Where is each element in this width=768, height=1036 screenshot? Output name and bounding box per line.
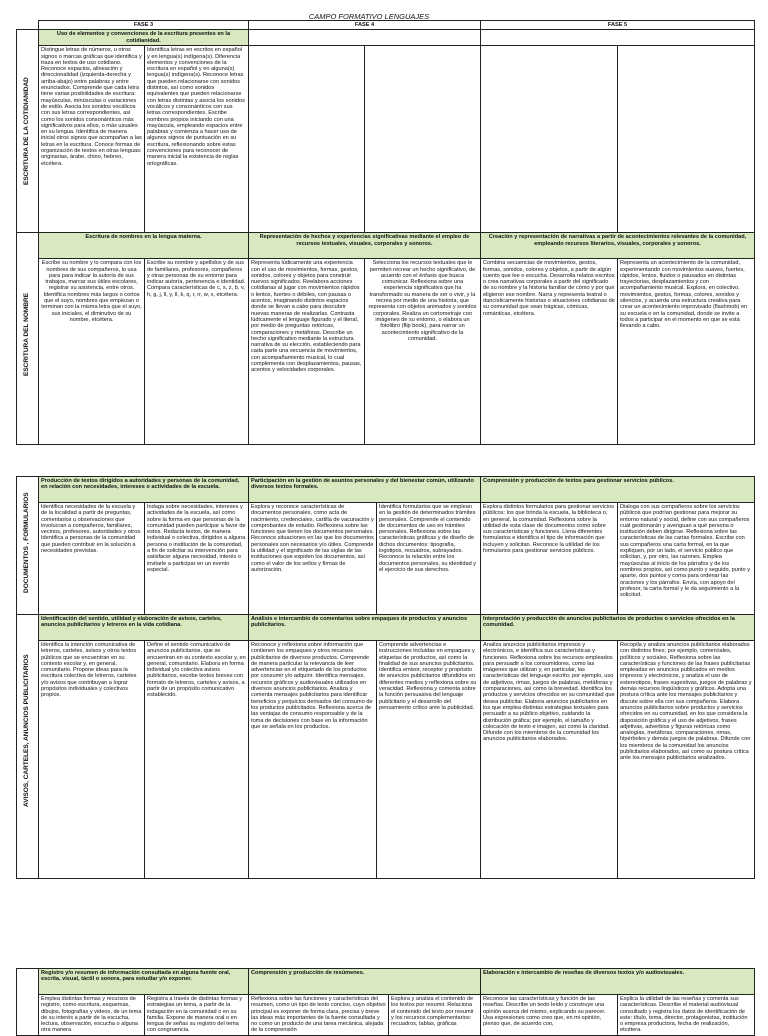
cell-doc-f5-b: Dialoga con sus compañeros sobre los servicios públicos que podrían gestionar para mejorar su entorno natural y social, define con sus compañeros cuál gestionarán y averiguan a qué persona o institución deben dirigirse. Reflexiona sobre las características de las cartas formales. Escribe con sus compañeros una carta formal, en la que expliquen, por un lado, el servicio público que solicitan, y, por otro, las razones. Emplea mayúsculas al inicio de los párrafos y de los nombres propios, así como punto y seguido, punto y aparte, dos puntos y coma para ordenar las oraciones y los párrafos. Envía, con apoyo del profesor, la carta formal y le da seguimiento a la solicitud. [618,503,755,615]
cell-doc-f3-a: Identifica necesidades de la escuela y de la localidad a partir de preguntas, comentarios u observaciones que involucran a compañeros, familiares, vecinos, profesores, autoridades y otros. Identifica a personas de la comunidad que pueden contribuir en la solución a necesidades previstas. [39,503,145,615]
row-head-empaques: Análisis e intercambio de comentarios sobre empaques de productos y anuncios publicitarios. [249,615,481,641]
cell-avisos-f4-a: Reconoce y reflexiona sobre información que contienen los empaques y otros recursos publicitarios de diversos productos. Comprende de manera particular la relevancia de leer advertencias en el etiquetado de los productos por consumir y/o adquirir. Identifica mensajes, recursos gráficos y audiovisuales utilizados en diversos anuncios publicitarios. Analiza y comenta mensajes publicitarios para identificar beneficios y perjuicios derivados del consumo de los productos publicitados. Reflexiona acerca de las ventajas de consumo responsable y de la toma de decisiones con base en la información que se señala en los productos. [249,641,377,879]
cell-reg-f4-a: Reflexiona sobre las funciones y características del resumen, como un tipo de texto conciso, cuyo objetivo principal es exponer de forma clara, precisa y breve las ideas más importantes de la fuente consultada y no como un producto de una tarea mecánica, alejada de la comprensión [249,995,389,1036]
cell-f3-a: Distingue letras de números, u otros signos o marcas gráficas que identifica y traza en textos de uso cotidiano. Reconoce espacios, alineación y direccionalidad (izquierda-derecha y arriba-abajo) entre palabras y entre enunciados. Comprende que cada letra tiene varias posibilidades de escritura: mayúsculas, minúsculas o variaciones de estilo. Asocia los sonidos vocálicos con sus letras correspondientes, así como los sonidos consonánticos más significativos para ellos, o más usuales en su lengua. Identifica de manera inicial otros signos que acompañan a las letras en la escritura. Conoce formas de organización de textos en otras lenguas: originarias, árabe, chino, hebreo, etcétera. [39,46,145,233]
cell-avisos-f5-b: Recopila y analiza anuncios publicitarios elaborados con distintos fines; por ejemplo, comerciales, políticos y sociales. Reflexiona sobre las características y funciones de las frases publicitarias empleadas en anuncios publicados en medios impresos y electrónicos, y analiza el uso de estereotipos, frases sugestivas, juegos de palabras y demás recursos lingüísticos y gráficos. Adopta una postura crítica ante los mensajes publicitarios y discute sobre ella con sus compañeros. Elabora anuncios publicitarios sobre productos y servicios ofrecidos en su comunidad, en los que considera la disposición gráfica y el uso de adjetivos, frases adjetivas, adverbios y figuras retóricas como analogías, metáforas, comparaciones, rimas, hipérboles y demás juegos de palabras. Difunde con los miembros de la comunidad los anuncios publicitarios elaborados, así como su postura crítica ante los mensajes publicitarios analizados. [618,641,755,879]
table-escritura [16,20,755,445]
page-title: CAMPO FORMATIVO LENGUAJES [308,12,430,21]
cell-nombre-f4-a: Representa lúdicamente una experiencia con el uso de movimientos, formas, gestos, sonidos, colores y objetos para construir nuevos significados. Reelabora acciones cotidianas al jugar con movimientos rápidos o lentos, fuertes o débiles, con pausas o acentos, imaginando distintos espacios donde se llevan a cabo para descubrir nuevas maneras de realizarlas. Contrasta lúdicamente el lenguaje figurado y el literal, por medio de preguntas retóricas, comparaciones y metáforas. Describe un hecho significativo mediante la estructura narrativa de su elección, estableciendo para cada parte una secuencia de movimientos, con acompañamiento musical, lo cual complementa con desplazamientos, pausas, acentos y velocidades corporales. [249,259,365,445]
cell-avisos-f5-a: Analiza anuncios publicitarios impresos y electrónicos, e identifica sus características y funciones. Reflexiona sobre los recursos empleados para persuadir a los consumidores, como las imágenes que utilizan y, en particular, las características del lenguaje escrito; por ejemplo, uso de adjetivos, rimas, juegos de palabras, metáforas y comparaciones, así como la brevedad. Identifica los productos y servicios ofrecidos en su comunidad que desea publicitar. Elabora anuncios publicitarios en los que emplea distintas estrategias textuales para persuadir a su público objetivo, cuidando la distribución gráfica; por ejemplo, el tamaño y colocación de texto e imagen, así como la claridad. Difunde con los miembros de la comunidad los anuncios publicitarios elaborados. [481,641,618,879]
row-head-resenas: Elaboración e intercambio de reseñas de diversos textos y/o audiovisuales. [481,969,755,995]
row-head-escritura-nombres: Escritura de nombres en la lengua materna. [39,233,249,259]
cell-f3-b: Identifica letras en escritos en español y en lengua(s) indígena(s). Diferencia elementos y convenciones de la escritura en español y en alguna(s) lengua(s) indígena(s). Reconoce letras que pueden relacionarse con sonidos distintos, así como sonidos equivalentes que pueden relacionarse con letras distintas y asocia los sonidos vocálicos y consonánticos con sus letras correspondientes. Escribe nombres propios iniciando con una mayúscula, empleando espacios entre palabras y comienza a hacer uso de algunos signos de puntuación en su escritura, reflexionando sobre estas convenciones para reconocer de manera inicial la existencia de reglas ortográficas. [145,46,249,233]
side-label-cotidianidad: ESCRITURA DE LA COTIDIANIDAD [23,77,31,186]
cell-avisos-f4-b: Comprende advertencias e instrucciones incluidas en empaques y etiquetas de productos, así como la finalidad de sus anuncios publicitarios. Identifica emisor, receptor y propósito de anuncios publicitarios difundidos en diferentes medios y reflexiona sobre su veracidad. Reflexiona y comenta sobre la función persuasiva del lenguaje publicitario y el desarrollo del pensamiento crítico ante la publicidad. [377,641,481,879]
cell-doc-f4-b: Identifica formularios que se emplean en la gestión de determinados trámites personales. Comprende el contenido de documentos de uso en trámites personales. Reflexiona sobre las características gráficas y de diseño de dichos documentos: tipografía, logotipos, recuadros, subrayados. Reconoce la relación entre los documentos personales, su identidad y el ejercicio de sus derechos. [377,503,481,615]
row-head-gestion-asuntos: Participación en la gestión de asuntos personales y del bienestar común, utilizando diversos textos formales. [249,477,481,503]
cell-reg-f5-a: Reconoce las características y función de las reseñas. Describe un texto leído y construye una opinión acerca del mismo, explicando su parecer. Usa expresiones como creo que, en mi opinión, pienso que, de acuerdo con, [481,995,618,1036]
cell-reg-f4-b: Explora y analiza el contenido de los textos por resumir. Relaciona el contenido del texto por resumir y los recursos complementarios: recuadros, tablas, gráficas [389,995,481,1036]
side-label-avisos: AVISOS, CARTELES, ANUNCIOS PUBLICITARIOS [23,654,31,808]
side-label-nombre: ESCRITURA DEL NOMBRE [23,292,31,376]
row-head-avisos: Identificación del sentido, utilidad y elaboración de avisos, carteles, anuncios publicitarios y letreros en la vida cotidiana. [39,615,249,641]
cell-doc-f3-b: Indaga sobre necesidades, intereses y actividades de la escuela, así como sobre la forma en que personas de la comunidad pueden participar a favor de estos. Redacta textos, de manera individual o colectiva, dirigidos a alguna persona o institución de la comunidad, a fin de solicitar su intervención para satisfacer alguna necesidad, interés o invitarle a participar en un evento especial. [145,503,249,615]
row-head-produccion-textos: Producción de textos dirigidos a autoridades y personas de la comunidad, en relación con necesidades, intereses o actividades de la escuela. [39,477,249,503]
cell-nombre-f3-a: Escribe su nombre y lo compara con los nombres de sus compañeros, lo usa para para indicar la autoría de sus trabajos, marcar sus útiles escolares, registrar su asistencia, entre otros. Identifica nombres más largos o cortos que el suyo, nombres que empiezan o terminan con la misma letra que el suyo, sus iniciales, el diminutivo de su nombre, etcétera. [39,259,145,445]
cell-reg-f3-b: Registra a través de distintas formas y estrategias un tema, a partir de la indagación en la comunidad o en su familia. Expone de manera oral o en lengua de señas su registro del tema con congruencia. [145,995,249,1036]
cell-nombre-f5-a: Combina secuencias de movimientos, gestos, formas, sonidos, colores y objetos, a partir de algún cuento que lee o escucha. Desarrolla relatos escritos o crea narrativas corporales a partir del significado de su nombre y la historia familiar de cómo y por qué eligieron ese nombre. Narra y representa teatral o dancísticamente historias o situaciones cotidianas de su comunidad que sean trágicas, cómicas, románticas, etcétera. [481,259,618,445]
row-head-resumenes: Comprensión y producción de resúmenes. [249,969,481,995]
row-head-servicios-publicos: Comprensión y producción de textos para gestionar servicios públicos. [481,477,755,503]
cell-nombre-f5-b: Representa un acontecimiento de la comunidad, experimentando con movimientos suaves, fuertes, rápidos, lentos, fluidos o pausados en distintas trayectorias, desplazamientos y con acompañamiento musical. Explora, en colectivo, movimientos, gestos, formas, colores, sonidos y silencios, y acuerda una estructura creativa para crear un acontecimiento improvisado (flashmob) en su escuela o en la comunidad, donde se invite a todos a participar en el momento en que se está llevando a cabo. [618,259,755,445]
row-head-registro: Registro y/o resumen de información consultada en alguna fuente oral, escrita, visual, táctil o sonora, para estudiar y/o exponer. [39,969,249,995]
side-label-documentos: DOCUMENTOS , FORMULARIOS [23,492,31,594]
cell-reg-f5-b: Explica la utilidad de las reseñas y comenta sus características. Describe el material audiovisual consultado y registra los datos de identificación de este: título, tema, director, protagonistas, institución o empresa productora, fecha de realización, etcétera. [618,995,755,1036]
phase-3-header: FASE 3 [39,21,249,30]
row-head-anuncios: Interpretación y producción de anuncios publicitarios de productos o servicios ofrecidos en la comunidad. [481,615,755,641]
phase-5-header: FASE 5 [481,21,755,30]
cell-doc-f5-a: Explora distintos formularios para gestionar servicios públicos: los que brinda la escuela, la biblioteca o, en general, la comunidad. Reflexiona sobre la utilidad de esta clase de documentos como sobre sus características y funciones. Llena diferentes formularios e identifica el tipo de información que incluyen y solicitan. Reconoce la utilidad de los formularios para gestionar servicios públicos. [481,503,618,615]
cell-reg-f3-a: Emplea distintas formas y recursos de registro, como escritura, esquemas, dibujos, fotografías y videos, de un tema de su interés a partir de la escucha, lectura, observación, escucha o alguna otra manera [39,995,145,1036]
table-documentos [16,476,755,879]
cell-nombre-f4-b: Selecciona los recursos textuales que le permiten recrear un hecho significativo, de acuerdo con el énfasis que busca comunicar. Reflexiona sobre una experiencia significativa que ha transformado su manera de ser o vivir, y la recrea por medio de una historia, que representa con objetos animados y sonidos corporales. Realiza un cortometraje con imágenes de su entorno, o elabora un fotolibro (flip book), para narrar un acontecimiento significativo de la comunidad. [365,259,481,445]
row-head-uso-elementos: Uso de elementos y convenciones de la escritura presentes en la cotidianidad. [39,30,249,46]
phase-4-header: FASE 4 [249,21,481,30]
row-head-representacion: Representación de hechos y experiencias significativas mediante el empleo de recursos textuales, visuales, corporales y sonoros. [249,233,481,259]
table-registro [16,968,755,1036]
cell-nombre-f3-b: Escribe su nombre y apellidos y de sus de familiares, profesores, compañeros y otras personas de su entorno para indicar autoría, pertenencia e identidad. Compara características de c, s, z, b, v, h, g, j, ll, y, ll, k, q, r, rr, w, x, etcétera. [145,259,249,445]
row-head-narrativas: Creación y representación de narrativas a partir de acontecimientos relevantes de la comunidad, empleando recursos literarios, visuales, corporales y sonoros. [481,233,755,259]
cell-doc-f4-a: Explora y reconoce características de documentos personales, como acta de nacimiento, credenciales, cartilla de vacunación y comprobantes de estudio. Reflexiona sobre las funciones que tienen los documentos personales. Reconoce situaciones en las que los documentos personales son necesarios y/o útiles. Comprende la utilidad y el significado de las siglas de las instituciones que expiden los documentos, así como el valor de los sellos y firmas de autorización. [249,503,377,615]
cell-avisos-f3-a: Identifica la intención comunicativa de letreros, carteles, avisos y otros textos públicos que se encuentran en su contexto escolar y, en general, comunitario. Propone ideas para la escritura colectiva de letreros, carteles y/o avisos que contribuyan a lograr propósitos individuales y colectivos propios. [39,641,145,879]
cell-avisos-f3-b: Define el sentido comunicativo de anuncios publicitarios, que se encuentran en su contexto escolar y, en general, comunitario. Elabora en forma individual y/o colectiva avisos publicitarios, escribe textos breves con formato de letreros, carteles y avisos, a partir de un propósito comunicativo establecido. [145,641,249,879]
